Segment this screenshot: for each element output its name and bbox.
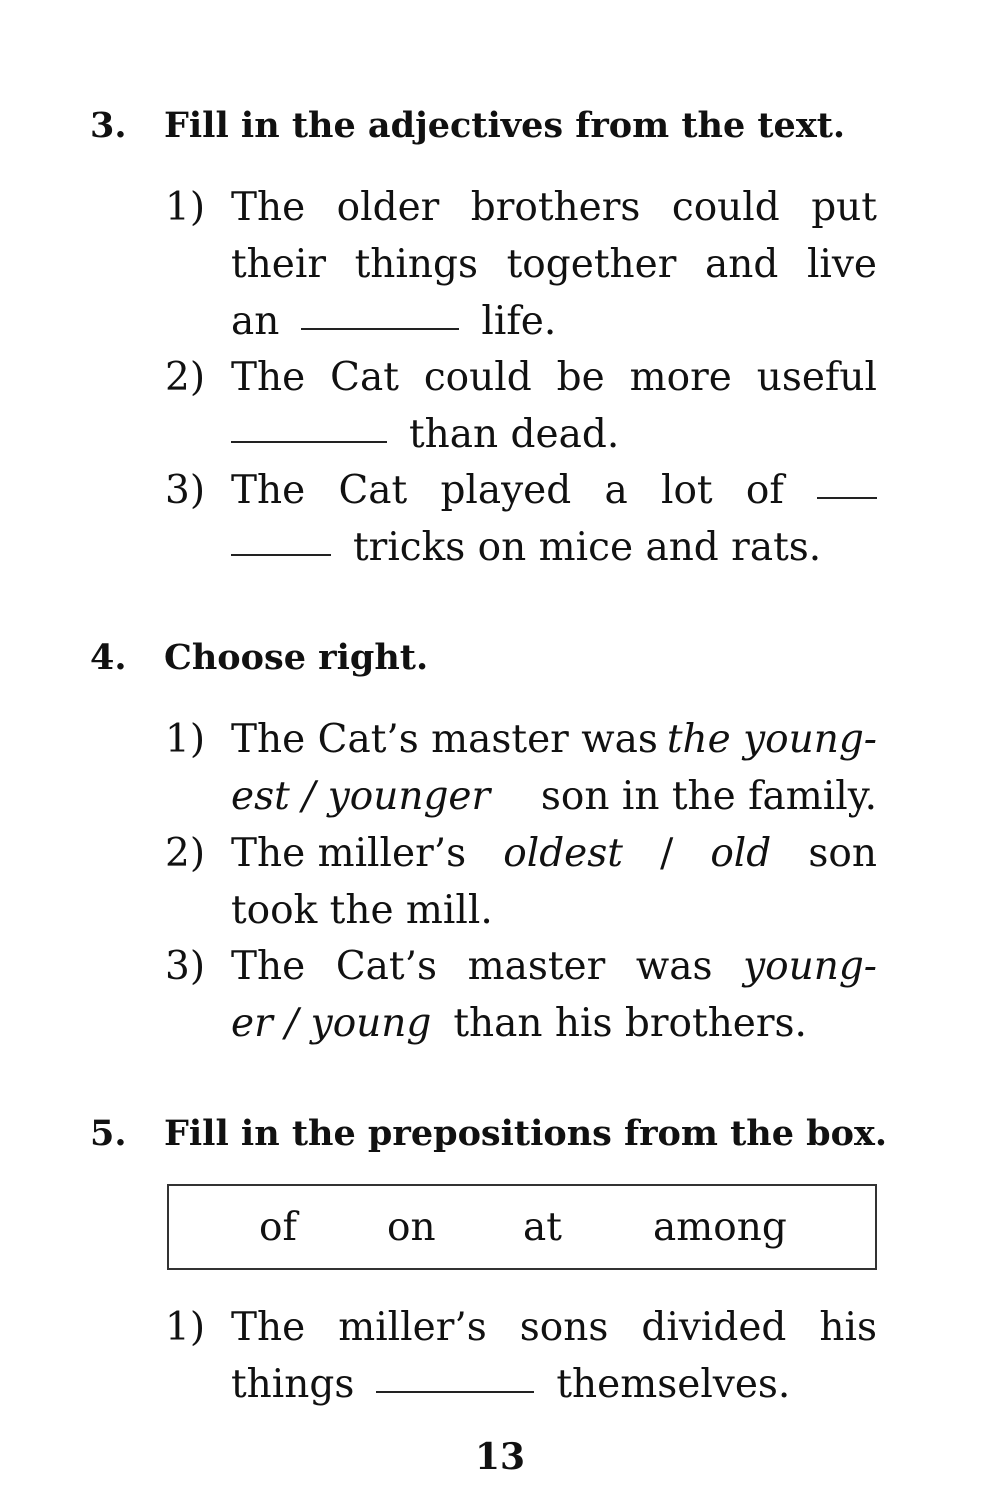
item-line bbox=[231, 826, 877, 882]
item-line bbox=[231, 1357, 877, 1413]
item-line bbox=[231, 350, 877, 406]
item-number: 1) bbox=[165, 717, 206, 762]
word: was bbox=[635, 944, 713, 989]
word: The bbox=[231, 468, 306, 513]
answer-blank[interactable] bbox=[231, 441, 387, 443]
word: Cat bbox=[330, 355, 399, 400]
item-line bbox=[231, 769, 877, 825]
item-number: 3) bbox=[165, 468, 206, 513]
word: useful bbox=[756, 355, 877, 400]
word: their bbox=[231, 242, 326, 287]
item-line bbox=[231, 883, 877, 939]
item-line bbox=[231, 939, 877, 995]
word: more bbox=[629, 355, 732, 400]
item-text: tricks on mice and rats. bbox=[353, 525, 822, 570]
word: of bbox=[745, 468, 784, 513]
item-text: than his brothers. bbox=[453, 1001, 807, 1046]
word: son bbox=[808, 831, 877, 876]
choice-option[interactable]: the young- bbox=[666, 717, 877, 762]
item-line bbox=[231, 463, 877, 519]
preposition-box bbox=[167, 1184, 877, 1270]
word: The bbox=[231, 944, 306, 989]
choice-separator: / bbox=[660, 831, 674, 876]
word: master bbox=[467, 944, 606, 989]
word: life. bbox=[481, 299, 557, 344]
word: things bbox=[354, 242, 478, 287]
box-word: among bbox=[653, 1205, 787, 1250]
choice-option[interactable]: old bbox=[710, 831, 772, 876]
item-text: The miller’s bbox=[231, 831, 467, 876]
box-word: at bbox=[523, 1205, 562, 1250]
exercise-number: 3. bbox=[90, 105, 127, 146]
item-text: than dead. bbox=[409, 412, 620, 457]
choice-option[interactable]: est / younger bbox=[231, 774, 491, 819]
item-text: son in the family. bbox=[540, 774, 877, 819]
exercise-number: 5. bbox=[90, 1113, 127, 1154]
item-line bbox=[231, 996, 877, 1052]
word: be bbox=[556, 355, 605, 400]
item-number: 2) bbox=[165, 355, 206, 400]
choice-option[interactable]: young- bbox=[743, 944, 877, 989]
answer-blank[interactable] bbox=[817, 497, 877, 499]
word: a bbox=[604, 468, 628, 513]
answer-blank[interactable] bbox=[231, 554, 331, 556]
word: an bbox=[231, 299, 280, 344]
word: and bbox=[704, 242, 779, 287]
item-number: 1) bbox=[165, 185, 206, 230]
item-line bbox=[231, 1300, 877, 1356]
word: together bbox=[506, 242, 677, 287]
word: live bbox=[806, 242, 877, 287]
exercise-number: 4. bbox=[90, 637, 127, 678]
item-number: 3) bbox=[165, 944, 206, 989]
word: The bbox=[231, 355, 306, 400]
word: lot bbox=[660, 468, 713, 513]
box-word: on bbox=[387, 1205, 436, 1250]
choice-option[interactable]: er / young bbox=[231, 1001, 432, 1046]
word: divided bbox=[641, 1305, 787, 1350]
word: his bbox=[819, 1305, 877, 1350]
item-line bbox=[231, 520, 877, 576]
word: The bbox=[231, 185, 306, 230]
word: miller’s bbox=[338, 1305, 487, 1350]
exercise-title: Choose right. bbox=[164, 637, 429, 678]
item-line bbox=[231, 407, 877, 463]
word: Cat bbox=[338, 468, 408, 513]
item-text: took the mill. bbox=[231, 888, 493, 933]
answer-blank[interactable] bbox=[301, 328, 459, 330]
word: themselves. bbox=[556, 1362, 791, 1407]
exercise-title: Fill in the adjectives from the text. bbox=[164, 105, 846, 146]
word: older bbox=[336, 185, 440, 230]
item-number: 2) bbox=[165, 831, 206, 876]
item-line bbox=[231, 294, 877, 350]
word: played bbox=[440, 468, 572, 513]
exercise-title: Fill in the prepositions from the box. bbox=[164, 1113, 888, 1154]
word: brothers bbox=[470, 185, 641, 230]
choice-option[interactable]: oldest bbox=[503, 831, 623, 876]
word: sons bbox=[519, 1305, 609, 1350]
word: Cat’s bbox=[335, 944, 437, 989]
item-line bbox=[231, 712, 877, 768]
box-word: of bbox=[259, 1205, 297, 1250]
item-number: 1) bbox=[165, 1305, 206, 1350]
page-number: 13 bbox=[474, 1436, 526, 1478]
word: could bbox=[423, 355, 532, 400]
item-text: The Cat’s master was bbox=[231, 717, 658, 762]
word: The bbox=[231, 1305, 306, 1350]
word: put bbox=[811, 185, 877, 230]
item-line bbox=[231, 180, 877, 236]
word: could bbox=[671, 185, 780, 230]
item-line bbox=[231, 237, 877, 293]
answer-blank[interactable] bbox=[376, 1391, 534, 1393]
word: things bbox=[231, 1362, 355, 1407]
